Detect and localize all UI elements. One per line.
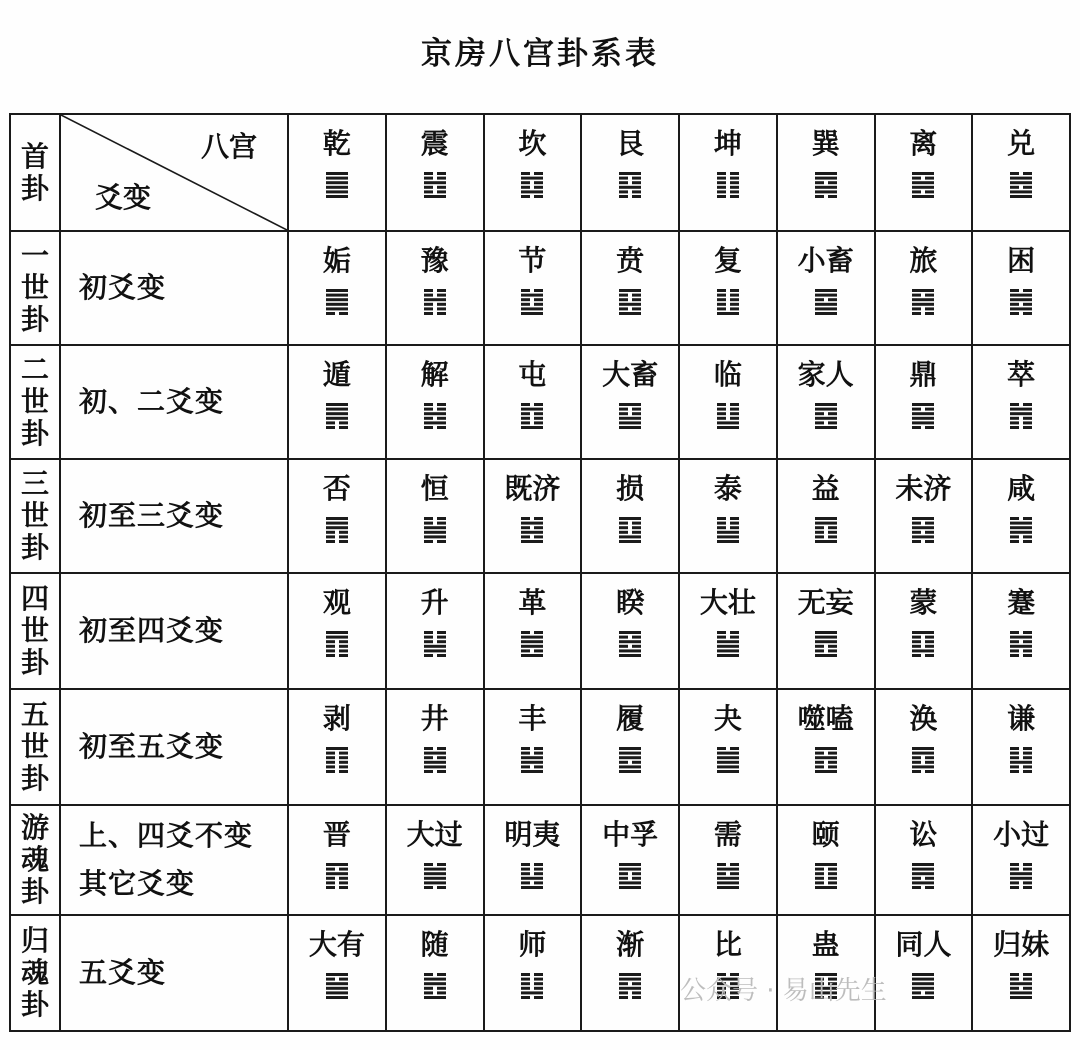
hexagram-icon [912,746,934,774]
hexagram-icon [815,288,837,316]
generation-char: 世 [20,614,49,647]
palace-cell [581,114,679,231]
hexagram-cell [288,231,386,345]
hexagram-icon [326,746,348,774]
hexagram-name: 否 [322,472,351,505]
hexagram-cell [386,915,484,1031]
hexagram-icon [424,171,446,199]
hexagram-name: 萃 [1007,358,1036,391]
rule-text: 初至四爻变 [79,614,225,647]
hexagram-cell [777,345,875,459]
hexagram-icon [521,746,543,774]
generation-char: 归 [20,924,49,957]
hexagram-icon [717,171,739,199]
hexagram-icon [619,288,641,316]
hexagram-name: 姤 [322,244,351,277]
hexagram-name: 蒙 [909,586,938,619]
generation-char: 世 [20,499,49,532]
rule-text: 其它爻变 [79,867,196,900]
hexagram-cell [972,231,1070,345]
hexagram-name: 解 [420,358,449,391]
hexagram-icon [815,516,837,544]
watermark: 公众号 · 易山先生 [680,976,887,1006]
palace-cell [386,114,484,231]
rule-text: 初至三爻变 [79,499,225,532]
hexagram-name: 颐 [811,818,840,851]
hexagram-icon [424,288,446,316]
table-row [10,345,1070,459]
generation-char: 卦 [20,417,49,450]
hexagram-name: 震 [420,127,449,160]
hexagram-name: 蹇 [1007,586,1036,619]
hexagram-icon [1010,862,1032,890]
hexagram-icon [912,862,934,890]
hexagram-cell [972,689,1070,805]
hexagram-name: 无妄 [797,586,854,619]
hexagram-name: 小畜 [797,244,854,277]
hexagram-icon [1010,171,1032,199]
rule-text: 五爻变 [79,956,167,989]
hexagram-name: 明夷 [504,818,561,851]
generation-char: 卦 [20,531,49,564]
hexagram-name: 乾 [322,127,351,160]
line-change-rule [60,689,288,805]
hexagram-name: 大畜 [602,358,659,391]
hexagram-name: 大有 [308,928,365,961]
generation-char: 世 [20,271,49,304]
hexagram-icon [619,972,641,1000]
rule-text: 上、四爻不变 [79,819,254,852]
hexagram-icon [619,402,641,430]
hexagram-icon [912,516,934,544]
row-header-char: 卦 [20,171,49,205]
hexagram-name: 师 [518,928,547,961]
hexagram-cell [581,915,679,1031]
hexagram-name: 大过 [406,818,463,851]
generation-char: 五 [20,698,49,731]
hexagram-icon [619,746,641,774]
hexagram-cell [972,805,1070,915]
hexagram-icon [521,972,543,1000]
hexagram-name: 兑 [1007,127,1036,160]
hexagram-cell [484,345,582,459]
hexagram-name: 屯 [518,358,547,391]
table-row [10,573,1070,689]
hexagram-cell [581,345,679,459]
hexagram-icon [619,171,641,199]
hexagram-icon [521,402,543,430]
hexagram-name: 丰 [518,702,547,735]
hexagram-cell [875,231,973,345]
hexagram-cell [875,573,973,689]
hexagram-name: 遁 [322,358,351,391]
hexagram-name: 咸 [1007,472,1036,505]
hexagram-cell [875,459,973,573]
hexagram-icon [326,171,348,199]
hexagram-icon [424,516,446,544]
hexagram-cell [777,805,875,915]
hexagram-icon [1010,288,1032,316]
hexagram-name: 升 [420,586,449,619]
hexagram-name: 晋 [322,818,351,851]
hexagram-name: 履 [616,702,645,735]
generation-label [10,345,60,459]
hexagram-cell [386,805,484,915]
hexagram-name: 旅 [909,244,938,277]
hexagram-cell [777,573,875,689]
rule-text: 初至五爻变 [79,730,225,763]
hexagram-icon [912,288,934,316]
hexagram-name: 豫 [420,244,449,277]
hexagram-icon [815,630,837,658]
hexagram-icon [619,516,641,544]
hexagram-name: 大壮 [699,586,756,619]
hexagram-icon [717,402,739,430]
hexagram-icon [717,516,739,544]
hexagram-name: 讼 [909,818,938,851]
hexagram-name: 恒 [420,472,449,505]
hexagram-icon [717,288,739,316]
hexagram-cell [386,231,484,345]
hexagram-icon [1010,402,1032,430]
hexagram-cell [386,689,484,805]
generation-char: 魂 [20,956,49,989]
hexagram-cell [386,573,484,689]
hexagram-name: 归妹 [993,928,1050,961]
hexagram-icon [521,862,543,890]
hexagram-cell [875,689,973,805]
hexagram-name: 贲 [616,244,645,277]
hexagram-name: 艮 [616,127,645,160]
generation-char: 卦 [20,988,49,1021]
generation-char: 四 [20,582,49,615]
hexagram-icon [424,746,446,774]
hexagram-icon [717,630,739,658]
generation-char: 卦 [20,646,49,679]
hexagram-cell [777,231,875,345]
hexagram-cell [288,805,386,915]
hexagram-cell [484,459,582,573]
hexagram-cell [777,459,875,573]
hexagram-name: 坎 [518,127,547,160]
hexagram-icon [1010,746,1032,774]
hexagram-icon [815,862,837,890]
generation-char: 卦 [20,875,49,908]
hexagram-cell [484,573,582,689]
hexagram-icon [912,171,934,199]
hexagram-name: 观 [322,586,351,619]
hexagram-cell [777,689,875,805]
hexagram-name: 噬嗑 [797,702,854,735]
generation-label [10,459,60,573]
hexagram-cell [484,805,582,915]
hexagram-icon [912,972,934,1000]
diagonal-corner-cell [60,114,288,231]
generation-label [10,231,60,345]
hexagram-icon [912,402,934,430]
generation-char: 一 [20,239,49,272]
hexagram-icon [815,746,837,774]
hexagram-icon [326,516,348,544]
table-row [10,805,1070,915]
hexagram-name: 未济 [895,472,952,505]
hexagram-icon [424,972,446,1000]
hexagram-icon [1010,516,1032,544]
hexagram-icon [912,630,934,658]
hexagram-cell [679,231,777,345]
table-row [10,231,1070,345]
hexagram-icon [424,630,446,658]
hexagram-cell [679,459,777,573]
hexagram-name: 既济 [504,472,561,505]
hexagram-cell [581,689,679,805]
hexagram-cell [679,689,777,805]
hexagram-name: 谦 [1007,702,1036,735]
rule-text: 初、二爻变 [79,385,225,418]
hexagram-name: 坤 [713,127,742,160]
hexagram-cell [581,573,679,689]
hexagram-name: 蛊 [811,928,840,961]
palace-cell [875,114,973,231]
hexagram-name: 剥 [322,702,351,735]
generation-char: 世 [20,385,49,418]
hexagram-cell [484,689,582,805]
hexagram-cell [386,345,484,459]
line-change-rule [60,459,288,573]
hexagram-icon [1010,972,1032,1000]
generation-label [10,915,60,1031]
hexagram-name: 困 [1007,244,1036,277]
row-header-char: 首 [20,139,49,173]
hexagram-name: 复 [713,244,742,277]
line-change-rule [60,573,288,689]
hexagram-name: 巽 [811,127,840,160]
palace-cell [679,114,777,231]
hexagram-icon [717,862,739,890]
hexagram-name: 比 [713,928,742,961]
hexagram-name: 临 [713,358,742,391]
hexagram-cell [288,915,386,1031]
row-header-label [10,114,60,231]
generation-label [10,573,60,689]
palace-cell [972,114,1070,231]
palace-cell [777,114,875,231]
hexagram-icon [326,862,348,890]
line-change-rule [60,805,288,915]
hexagram-name: 泰 [713,472,742,505]
hexagram-cell [972,915,1070,1031]
hexagram-icon [619,630,641,658]
hexagram-cell [484,915,582,1031]
palace-cell [288,114,386,231]
generation-char: 魂 [20,843,49,876]
hexagram-cell [581,459,679,573]
hexagram-cell [581,805,679,915]
hexagram-cell [288,345,386,459]
hexagram-cell [972,573,1070,689]
hexagram-icon [521,630,543,658]
hexagram-icon [326,630,348,658]
hexagram-icon [326,402,348,430]
generation-char: 世 [20,730,49,763]
hexagram-name: 涣 [909,702,938,735]
hexagram-cell [386,459,484,573]
hexagram-icon [815,171,837,199]
line-change-rule [60,231,288,345]
hexagram-icon [717,746,739,774]
hexagram-name: 随 [420,928,449,961]
hexagram-name: 离 [909,127,938,160]
hexagram-name: 中孚 [602,818,659,851]
hexagram-name: 渐 [616,928,645,961]
hexagram-name: 小过 [993,818,1050,851]
table-row [10,459,1070,573]
line-change-rule [60,915,288,1031]
hexagram-icon [521,516,543,544]
corner-bottom-label: 爻变 [95,181,152,214]
hexagram-icon [424,862,446,890]
hexagram-cell [972,345,1070,459]
hexagram-icon [619,862,641,890]
hexagram-cell [288,573,386,689]
generation-char: 二 [20,353,49,386]
hexagram-name: 夬 [713,702,742,735]
hexagram-cell [288,459,386,573]
hexagram-cell [972,459,1070,573]
table-row [10,689,1070,805]
hexagram-cell [679,805,777,915]
hexagram-cell [484,231,582,345]
hexagram-name: 鼎 [909,358,938,391]
hexagram-name: 需 [713,818,742,851]
hexagram-cell [875,805,973,915]
hexagram-name: 同人 [895,928,952,961]
palace-cell [484,114,582,231]
hexagram-name: 节 [518,244,547,277]
hexagram-icon [326,288,348,316]
rule-text: 初爻变 [79,271,167,304]
hexagram-icon [815,402,837,430]
hexagram-name: 井 [420,702,449,735]
hexagram-cell [288,689,386,805]
generation-label [10,689,60,805]
hexagram-icon [424,402,446,430]
page-title: 京房八宫卦系表 [421,36,659,72]
hexagram-cell [875,345,973,459]
hexagram-name: 家人 [797,358,854,391]
eight-palace-table [9,113,1071,1032]
hexagram-icon [521,171,543,199]
hexagram-icon [1010,630,1032,658]
header-row [10,114,1070,231]
hexagram-name: 益 [811,472,840,505]
hexagram-cell [875,915,973,1031]
corner-top-label: 八宫 [200,130,257,163]
hexagram-cell [679,345,777,459]
hexagram-cell [581,231,679,345]
hexagram-name: 损 [616,472,645,505]
hexagram-icon [326,972,348,1000]
generation-char: 卦 [20,303,49,336]
table-row [10,915,1070,1031]
hexagram-name: 革 [518,586,547,619]
line-change-rule [60,345,288,459]
generation-char: 卦 [20,762,49,795]
generation-label [10,805,60,915]
generation-char: 游 [20,811,49,844]
generation-char: 三 [20,467,49,500]
hexagram-name: 睽 [616,586,645,619]
hexagram-cell [679,573,777,689]
hexagram-icon [521,288,543,316]
